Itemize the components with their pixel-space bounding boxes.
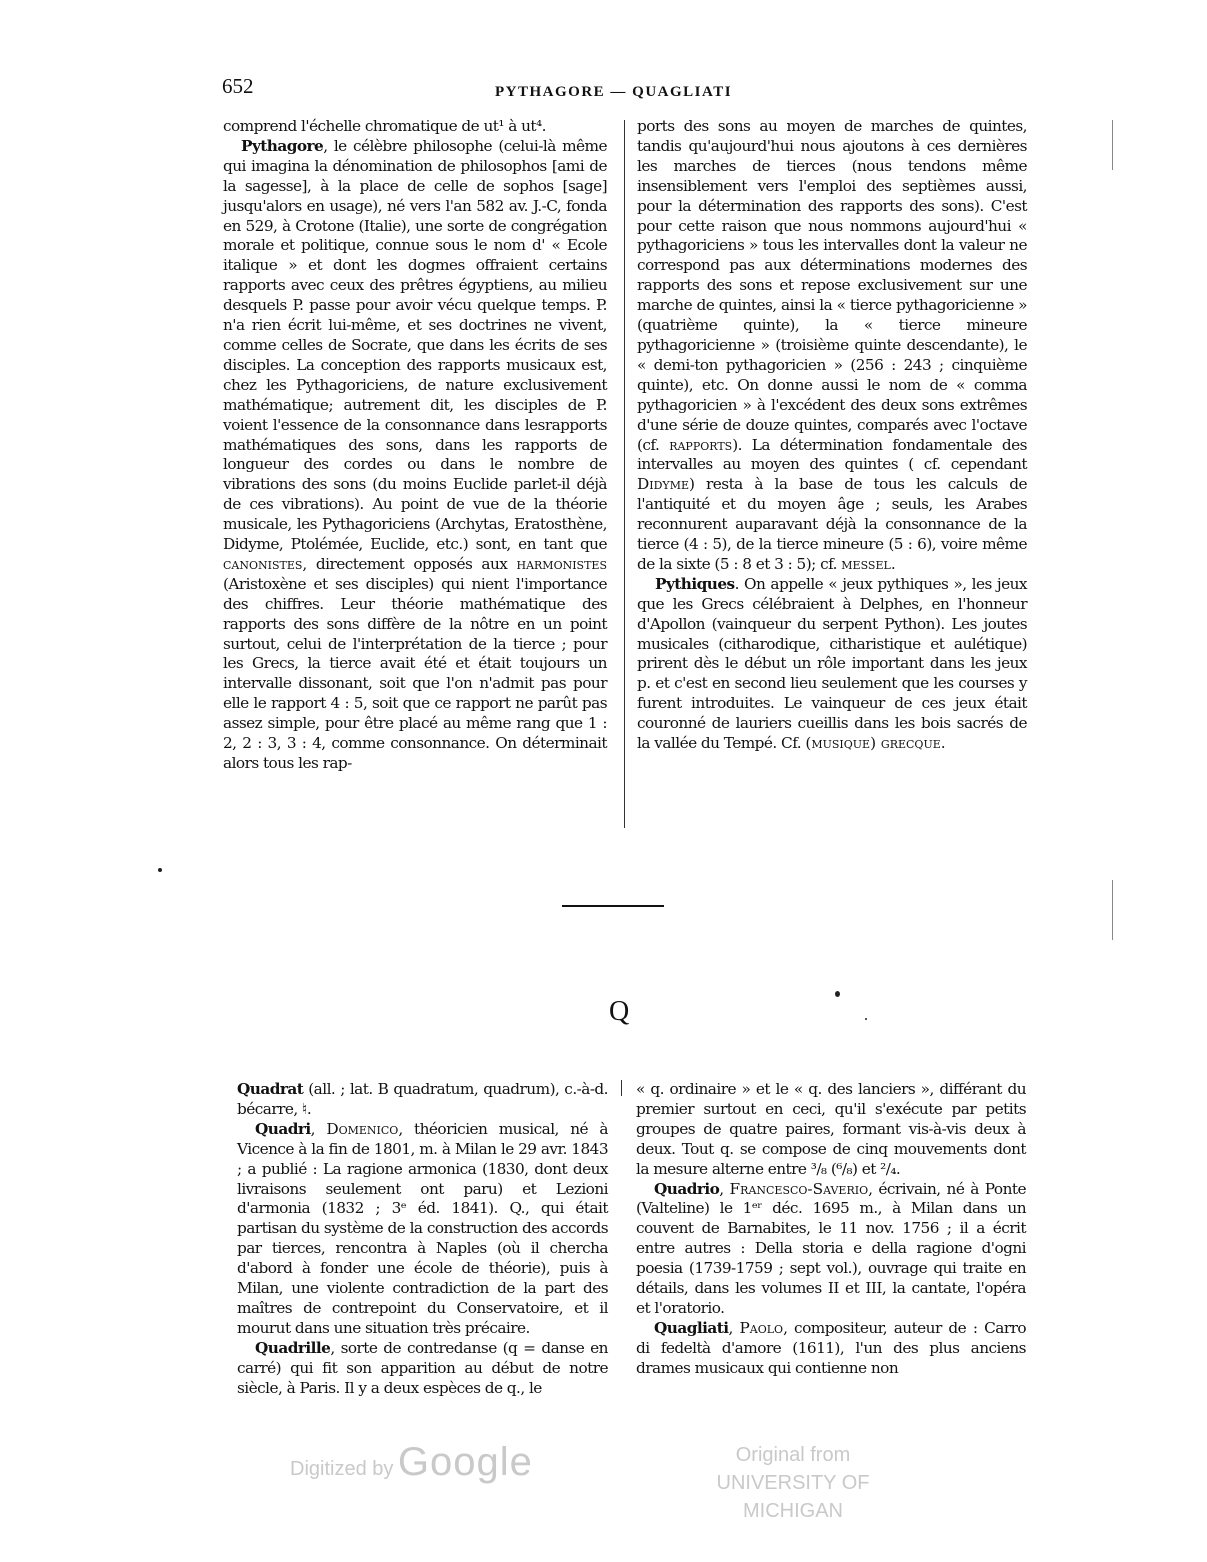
headword-pythagore: Pythagore bbox=[241, 136, 324, 155]
entry-text: . On appelle « jeux pythiques », les jeux que les Grecs célébraient à Delphes, en l'honneur d'Apollon (vainqueur du serpent Python). Les joutes musicales (citharodique, citharistique et aulétique) prirent dès le début un rôle important dans les jeux p. et c'est en second lieu seulement que les courses y furent introduites. Le vainqueur de ces jeux était couronné de lauriers cueillis dans les bois sacrés de la vallée du Tempé. Cf. bbox=[637, 574, 1027, 753]
cross-ref-messel: messel bbox=[841, 554, 891, 573]
column-left-bottom bbox=[237, 1080, 608, 1399]
entry-text: , sorte de contredanse (q = danse en carré) qui fit son apparition au début de notre siècle, à Paris. Il y a deux espèces de q., le bbox=[237, 1338, 608, 1397]
original-from-label: Original from bbox=[735, 1444, 851, 1466]
margin-speck bbox=[158, 868, 162, 872]
entry-text-3: ) resta à la base de tous les calculs de l'antiquité et du moyen âge ; seuls, les Arabes reconnurent auparavant déjà la consonnance de la tierce (4 : 5), de la tierce mineure (5 : 6), voire même de la sixte (5 : 8 et 3 : 5); cf. bbox=[637, 475, 1027, 573]
headword-quadri: Quadri bbox=[255, 1119, 311, 1138]
section-divider bbox=[562, 905, 664, 907]
cross-ref-rapports: rapports bbox=[669, 435, 733, 454]
headword-pythiques: Pythiques bbox=[655, 574, 735, 593]
entry-quagliati: Quagliati, Paolo, compositeur, auteur de : Carro di fedeltà d'amore (1611), l'un des plus anciens drames musicaux qui contienne non bbox=[636, 1318, 1027, 1377]
entry-quadrat bbox=[237, 1080, 608, 1120]
print-speck-2 bbox=[865, 1018, 867, 1020]
entry-quadrille-continued: « q. ordinaire » et le « q. des lanciers », différant du premier surtout en ceci, qu'il s'exécute par petits groupes de quatre paires, formant vis-à-vis deux à deux. Tout q. se compose de cinq mouvements dont la mesure alterne entre ³/₈ (⁶/₈) et ²/₄. bbox=[636, 1080, 1026, 1178]
person-name-paolo: Paolo bbox=[739, 1318, 784, 1337]
headword-quadrille: Quadrille bbox=[255, 1338, 331, 1357]
entry-quadrille bbox=[237, 1339, 608, 1399]
source-watermark bbox=[668, 1441, 918, 1525]
column-rule-bottom bbox=[621, 1080, 622, 1096]
column-right-bottom bbox=[636, 1080, 1026, 1379]
person-name-domenico: Domenico bbox=[326, 1119, 399, 1138]
entry-quadri: Quadri, Domenico, théoricien musical, né à Vicence à la fin de 1801, m. à Milan le 29 avr. 1843 ; a publié : La ragione armonica (1830, dont deux livraisons seulement ont paru) et Lezioni d'armonia (1832 ; 3ᵉ éd. 1841). Q., qui était partisan du système de la construction des accords par tierces, rencontra à Naples (où il chercha d'abord à fonder une école de théorie), puis à Milan, une violente contradiction de la part des maîtres de contrepoint du Conservatoire, et il mourut dans une situation très précaire. bbox=[237, 1119, 608, 1337]
entry-quadrio: Quadrio, Francesco-Saverio, écrivain, né à Ponte (Valteline) le 1ᵉʳ déc. 1695 m., à Milan dans un couvent de Barnabites, le 11 nov. 1756 ; il a écrit entre autres : Della storia e della ragione d'ogni poesia (1739-1759 ; sept vol.), ouvrage qui traite en détails, dans les volumes II et III, la cantate, l'opéra et l'oratorio. bbox=[636, 1179, 1026, 1317]
entry-pythiques bbox=[637, 575, 1027, 754]
entry-end: . bbox=[940, 734, 946, 753]
column-left-top bbox=[223, 117, 607, 774]
cross-ref-canonistes: canonistes bbox=[223, 554, 303, 573]
cross-ref-didyme: Didyme bbox=[637, 475, 689, 494]
headword-quagliati: Quagliati bbox=[654, 1318, 729, 1337]
cross-ref-musique-grecque: (musique) grecque bbox=[805, 734, 941, 753]
print-speck bbox=[835, 991, 840, 997]
scan-edge-mark bbox=[1112, 120, 1113, 170]
digitized-label: Digitized by bbox=[290, 1458, 394, 1480]
entry-text-3: (Aristoxène et ses disciples) qui nient l'importance des chiffres. Leur théorie mathématique des rapports des sons diffère de la nôtre en un point surtout, celui de l'interprétation de la tierce ; pour les Grecs, la tierce avait été et était toujours un intervalle dissonant, soit que l'on n'admit pas pour elle le rapport 4 : 5, soit que ce rapport ne parût pas assez simple, pour être placé au même rang que 1 : 2, 2 : 3, 3 : 4, comme consonnance. On déterminait alors tous les rap- bbox=[223, 574, 607, 772]
entry-text: ports des sons au moyen de marches de quintes, tandis qu'aujourd'hui nous ajoutons à ces dernières les marches de tierces (nous tendons même insensiblement vers l'emploi des septièmes aussi, pour la détermination des rapports des sons). C'est pour cette raison que nous nommons aujourd'hui « pythagoriciens » tous les intervalles dont la valeur ne correspond pas aux déterminations modernes des rapports des sons et repose exclusivement sur une marche de quintes, ainsi la « tierce pythagoricienne » (quatrième quinte), la « tierce mineure pythagoricienne » (troisième quinte descendante), le « demi-ton pythagoricien » (256 : 243 ; cinquième quinte), etc. On donne aussi le nom de « comma pythagoricien » à l'excédent des deux sons extrêmes d'une série de douze quintes, comparés avec l'octave (cf. bbox=[637, 117, 1027, 454]
page-number: 652 bbox=[222, 74, 254, 98]
entry-text: , compositeur, auteur de : Carro di fedeltà d'amore (1611), l'un des plus anciens drames musicaux qui contienne non bbox=[636, 1318, 1027, 1377]
entry-text: (all. ; lat. B quadratum, quadrum), c.-à-d. bécarre, ♮. bbox=[237, 1080, 608, 1118]
column-right-top bbox=[637, 117, 1027, 754]
column-rule-top bbox=[624, 120, 625, 828]
headword-quadrio: Quadrio bbox=[654, 1179, 720, 1198]
running-head: PYTHAGORE — QUAGLIATI bbox=[495, 84, 733, 100]
entry-text-2: ). La détermination fondamentale des intervalles au moyen des quintes ( cf. cependant bbox=[637, 435, 1027, 474]
paragraph-continuation: comprend l'échelle chromatique de ut¹ à ut⁴. bbox=[223, 117, 546, 135]
entry-text: , le célèbre philosophe (celui-là même qui imagina la dénomination de philosophos [ami de la sagesse], à la place de celle de sophos [sage] jusqu'alors en usage), né vers l'an 582 av. J.-C, fonda en 529, à Crotone (Italie), une sorte de congrégation morale et politique, connue sous le nom d' « Ecole italique » et dont les dogmes offraient certains rapports avec ceux des prêtres égyptiens, au milieu desquels P. passe pour avoir vécu quelque temps. P. n'a rien écrit lui-même, et ses doctrines ne vivent, comme celles de Socrate, que dans les écrits de ses disciples. La conception des rapports musicaux est, chez les Pythagoriciens, de nature exclusivement mathématique; autrement dit, les disciples de P. voient l'essence de la consonnance dans lesrapports mathématiques des sons, dans les rapports de longueur des cordes ou dans le nombre de vibrations des sons (du moins Euclide parlet-il déjà de ces vibrations). Au point de vue de la théorie musicale, les Pythagoriciens (Archytas, Eratosthène, Didyme, Ptolémée, Euclide, etc.) sont, en tant que bbox=[223, 136, 607, 554]
entry-pythagore-continued bbox=[637, 117, 1027, 575]
scan-edge-mark-2 bbox=[1112, 880, 1113, 940]
cross-ref-harmonistes: harmonistes bbox=[516, 554, 607, 573]
section-letter: Q bbox=[609, 996, 630, 1027]
digitized-by-watermark bbox=[290, 1440, 533, 1485]
entry-text-4: . bbox=[890, 554, 896, 573]
person-name-francesco-saverio: Francesco-Saverio bbox=[729, 1179, 869, 1198]
google-logo: Google bbox=[397, 1440, 533, 1484]
entry-pythagore bbox=[223, 137, 607, 774]
university-label: UNIVERSITY OF MICHIGAN bbox=[716, 1472, 870, 1522]
entry-text: , écrivain, né à Ponte (Valteline) le 1ᵉʳ déc. 1695 m., à Milan dans un couvent de Barnabites, le 11 nov. 1756 ; il a écrit entre autres : Della storia e della ragione d'ogni poesia (1739-1759 ; sept vol.), ouvrage qui traite en détails, dans les volumes II et III, la cantate, l'opéra et l'oratorio. bbox=[636, 1179, 1026, 1317]
entry-text: , théoricien musical, né à Vicence à la fin de 1801, m. à Milan le 29 avr. 1843 ; a publié : La ragione armonica (1830, dont deux livraisons seulement ont paru) et Lezioni d'armonia (1832 ; 3ᵉ éd. 1841). Q., qui était partisan du système de la construction des accords par tierces, rencontra à Naples (où il chercha d'abord à fonder une école de théorie), puis à Milan, une violente contradiction de la part des maîtres de contrepoint du Conservatoire, et il mourut dans une situation très précaire. bbox=[237, 1119, 608, 1337]
headword-quadrat: Quadrat bbox=[237, 1080, 304, 1098]
entry-text-2: , directement opposés aux bbox=[302, 554, 517, 573]
